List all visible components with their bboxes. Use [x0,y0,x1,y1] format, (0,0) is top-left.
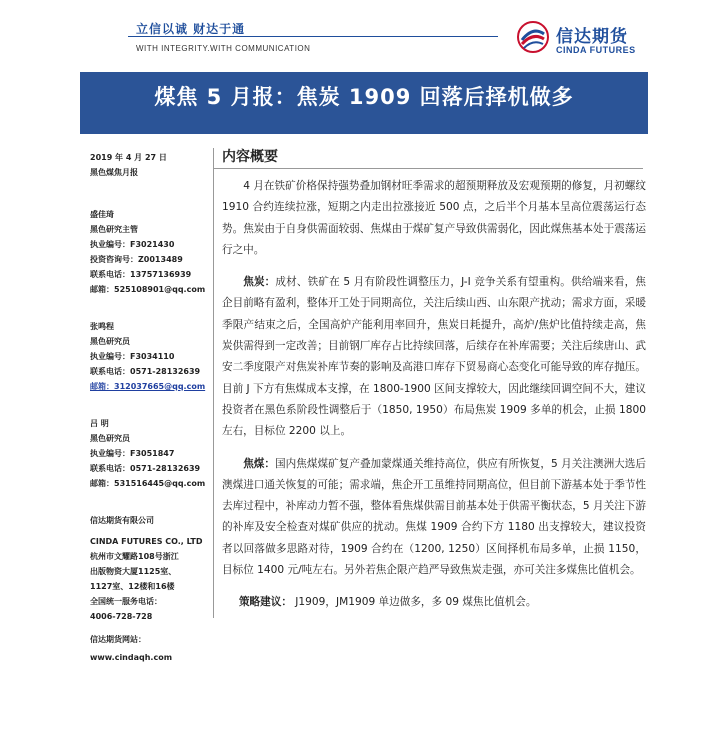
analyst-email[interactable]: 邮箱：525108901@qq.com [90,285,206,294]
coke-paragraph [222,272,646,442]
analyst-name: 张鸣程 [90,322,114,331]
analyst-license: 执业编号：F3051847 [90,449,175,458]
analyst-block [90,319,210,394]
analyst-license: 执业编号：F3034110 [90,352,175,361]
analyst-block [90,207,210,297]
report-date: 2019 年 4 月 27 日 [90,153,167,162]
strategy-label: 策略建议： [238,596,292,609]
company-block [90,513,210,665]
summary-content [222,176,646,625]
analyst-block [90,416,210,491]
strategy-text: J1909，JM1909 单边做多，多 09 煤焦比值机会。 [291,596,537,609]
company-name-en: CINDA FUTURES CO., LTD [90,537,203,546]
intro-paragraph: 4 月在铁矿价格保持强势叠加钢材旺季需求的超预期释放及宏观预期的修复，月初螺纹 1910 合约连续拉涨，短期之内走出拉涨接近 500 点，之后半个月基本呈高位震荡运行态势。焦炭由于自身供需面较弱、焦煤由于煤矿复产导致供需弱化，因此煤焦基本处于震荡运行之中。 [222,180,646,256]
coke-text: 成材、铁矿在 5 月有阶段性调整压力，J-I 竞争关系有望重构。供给端来看，焦企目前略有盈利，整体开工处于同期高位，关注后续山西、山东限产扰动；需求方面，采暖季限产结束之后，全国高炉产能利用率回升，焦炭日耗提升，高炉/焦炉比值持续走高，焦炭供需得到一定改善；目前钢厂库存占比持续回落，后续存在补库需要；关注后续唐山、武安二季度限产对焦炭补库节奏的影响及高港口库存下贸易商心态变化可能导致的库存抛压。目前 J 下方有焦煤成本支撑，在 1800-1900 区间支撑较大，因此继续回调空间不大，建议投资者在黑色系阶段性调整后于（1850, 1950）布局焦炭 1909 多单的机会，止损 1800 左右，目标位 2200 以上。 [222,276,646,438]
analyst-title: 黑色研究员 [90,434,130,443]
cinda-logo [516,18,646,66]
company-address-line: 杭州市文耀路108号浙江 [90,552,179,561]
report-title: 煤焦 5 月报：焦炭 1909 回落后择机做多 [154,85,574,109]
analyst-email[interactable]: 邮箱：531516445@qq.com [90,479,206,488]
page-header [0,0,728,72]
report-sidebar [90,150,210,665]
coke-label: 焦炭： [243,276,276,289]
analyst-title: 黑色研究员 [90,337,130,346]
analyst-phone: 联系电话：13757136939 [90,270,192,279]
summary-heading: 内容概要 [222,149,278,165]
company-slogan: 立信以诚 财达于通 [136,22,246,36]
analyst-email[interactable]: 邮箱：312037665@qq.com [90,382,206,391]
website-link[interactable]: www.cindaqh.com [90,653,173,662]
coal-text: 国内焦煤煤矿复产叠加蒙煤通关维持高位，供应有所恢复，5 月关注澳洲大选后澳煤进口通关恢复的可能；需求端，焦企开工虽维持同期高位，但目前下游基本处于季节性去库过程中，补库动力暂不强，整体看焦煤供需目前基本处于供需平衡状态，5 月关注下游的补库及安全检查对煤矿供应的扰动。焦煤 1909 合约下方 1180 出支撑较大，建议投资者以回落做多思路对待，1909 合约在（1200, 1250）区间择机布局多单，止损 1150，目标位 1400 元/吨左右。另外若焦企限产趋严导致焦炭走强，亦可关注多煤焦比值机会。 [222,457,646,577]
heading-underline [213,168,643,169]
analyst-license: 执业编号：F3021430 [90,240,175,249]
column-divider [213,148,214,618]
analyst-invest-license: 投资咨询号：Z0013489 [90,255,183,264]
company-slogan-en: WITH INTEGRITY.WITH COMMUNICATION [136,44,311,53]
analyst-phone: 联系电话：0571-28132639 [90,367,201,376]
analyst-phone: 联系电话：0571-28132639 [90,464,201,473]
analyst-name: 盛佳琦 [90,210,114,219]
title-banner [80,72,648,134]
report-type: 黑色煤焦月报 [90,168,138,177]
hotline-label: 全国统一服务电话： [90,597,162,606]
coal-label: 焦煤： [243,457,276,470]
company-address-line: 1127室、12楼和16楼 [90,582,175,591]
analyst-title: 黑色研究主管 [90,225,138,234]
company-address-line: 出版物资大厦1125室、 [90,567,177,576]
brand-name-en: CINDA FUTURES [556,45,636,55]
analyst-name: 吕 明 [90,419,109,428]
company-name: 信达期货有限公司 [90,516,154,525]
hotline-number: 4006-728-728 [90,612,153,621]
brand-name: 信达期货 [556,27,628,47]
website-label: 信达期货网站： [90,635,146,644]
cinda-logo-icon [516,20,550,54]
header-divider [128,36,498,37]
coal-paragraph [222,454,646,582]
strategy-paragraph [222,592,646,613]
